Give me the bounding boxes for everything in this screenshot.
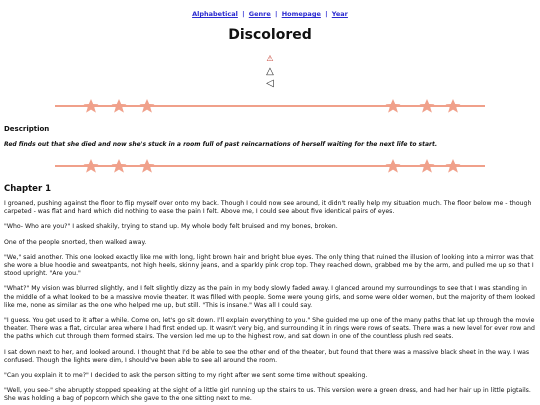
story-summary: Red finds out that she died and now she's stuck in a room full of past reincarnations of herself waiting for the next life to start. [4, 141, 438, 148]
star-divider [55, 158, 485, 174]
star-icon [84, 99, 99, 113]
divider-stars-right [386, 159, 461, 173]
chapter-heading: Chapter 1 [4, 184, 52, 194]
story-paragraph: "We," said another. This one looked exactly like me with long, light brown hair and bright blue eyes. The only thing that ruined the illusion of looking into a mirror was that she wore a blue hoodie and sweatpants, not high heels, skinny jeans, and a sparkly pink crop top. They reached down, grabbed me by the arm, and pulled me up so that I stood upright. "Are you." [4, 253, 534, 278]
star-icon [446, 99, 461, 113]
star-icon [112, 99, 127, 113]
star-icon [386, 159, 401, 173]
nav-separator: | [275, 10, 278, 18]
story-paragraph: "Can you explain it to me?" I decided to ask the person sitting to my right after we sent some time without speaking. [4, 372, 368, 380]
nav-separator: | [325, 10, 328, 18]
star-icon [84, 159, 99, 173]
top-nav [0, 10, 540, 18]
star-icon [420, 99, 435, 113]
star-icon [446, 159, 461, 173]
story-paragraph: "What?" My vision was blurred slightly, and I felt slightly dizzy as the pain in my body slowly faded away. I glanced around my surroundings to see that I was standing in the middle of a what looked to be a massive movie theater. It was filled with people. Some were young girls, and some were older women, but the majority of them looked like me, none as similar as the one who helped me up, but still. "This is insane." Was all I could say. [4, 285, 535, 309]
star-icon [140, 99, 155, 113]
story-paragraph: "Well, you see-" she abruptly stopped speaking at the sight of a little girl running up the stairs to us. This version were a green dress, and had her hair up in little pigtails. She was holding a bag of popcorn which she gave to the one sitting next to me. [4, 387, 531, 403]
divider-stars-left [84, 99, 155, 113]
story-title: Discolored [228, 27, 312, 43]
story-paragraph: One of the people snorted, then walked away. [4, 238, 147, 246]
warning-icon: ⚠ [266, 54, 274, 63]
story-paragraph: "I guess. You get used to it after a while. Come on, let's go sit down. I'll explain everything to you." She guided me up one of the many paths that let up through the movie theater. There was a flat, circular area where I had first ended up. It wasn't very big, and surrounding it in rings were rows of seats. There was a new level for ever row and the paths which cut through them formed stairs. The version led me up to the highest row, and sat down in one of the countless plush red seats. [4, 317, 535, 341]
triangle-left-icon: ◁ [266, 78, 274, 89]
triangle-up-icon: △ [266, 66, 274, 77]
chapter-text [4, 200, 535, 405]
star-icon [140, 159, 155, 173]
nav-separator: | [242, 10, 245, 18]
nav-link-homepage[interactable]: Homepage [281, 10, 321, 18]
nav-link-year[interactable]: Year [331, 10, 348, 18]
nav-link-alphabetical[interactable]: Alphabetical [192, 10, 238, 18]
star-divider [55, 98, 485, 114]
description-heading: Description [4, 125, 50, 133]
story-paragraph: I groaned, pushing against the floor to flip myself over onto my back. Though I could now see around, it didn't really help my situation much. The floor below me - though carpeted - was flat and hard which did nothing to ease the pain I felt. Above me, I could see about five identical pairs of eyes. [4, 200, 532, 216]
story-paragraph: "Who- Who are you?" I asked shakily, trying to stand up. My whole body felt bruised and my bones, broken. [4, 223, 338, 231]
divider-stars-right [386, 99, 461, 113]
star-icon [112, 159, 127, 173]
story-paragraph: I sat down next to her, and looked around. I thought that I'd be able to see the other end of the theater, but found that there was a massive black sheet in the way. I was confused. Though the lights were dim, I should've been able to see all around the room. [4, 348, 530, 364]
nav-link-genre[interactable]: Genre [248, 10, 271, 18]
star-icon [386, 99, 401, 113]
divider-stars-left [84, 159, 155, 173]
star-icon [420, 159, 435, 173]
